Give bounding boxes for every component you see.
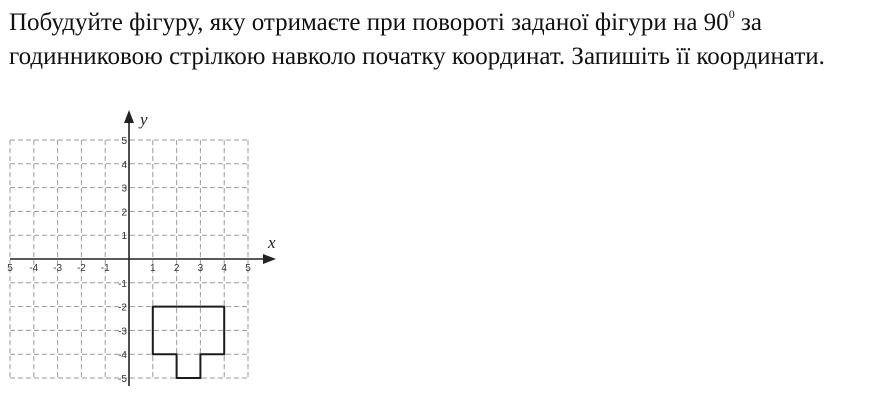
y-tick-label: -3 [118,326,127,338]
y-axis-arrow [124,110,134,123]
x-tick-label: -1 [100,263,110,274]
x-tick-label: -4 [29,263,39,274]
x-tick-label: 5 [245,263,251,274]
x-tick-label: 1 [150,263,156,274]
y-tick-label: 4 [121,159,127,171]
x-axis-label: x [268,233,276,252]
task-text-part-2: за годинниковою стрілкою навколо початку координат. Запишіть її координати. [9,9,825,70]
figure [153,307,224,378]
y-tick-label: 5 [121,136,127,147]
x-axis-arrow [263,254,276,264]
task-text-part-1: Побудуйте фігуру, яку отримаєте при повороті заданої фігури на 90 [9,9,729,36]
y-tick-label: -5 [118,374,127,385]
y-tick-label: 3 [121,183,127,195]
axes [10,110,276,386]
y-axis-label: y [140,110,148,129]
figure-outline [153,307,224,378]
y-tick-label: -1 [118,278,127,290]
y-tick-label: -2 [118,302,127,314]
x-tick-label: 2 [173,263,180,274]
degree-mark: 0 [728,7,735,21]
x-tick-label: -3 [53,263,63,274]
y-tick-label: 1 [121,231,127,243]
task-text [9,6,879,74]
x-tick-label: 4 [221,263,227,274]
y-tick-label: -4 [118,350,127,362]
x-tick-label: -2 [76,263,86,274]
coordinate-plane [0,108,300,398]
x-tick-label: 5 [7,263,13,274]
x-tick-label: 3 [197,263,204,274]
y-tick-label: 2 [121,207,127,219]
